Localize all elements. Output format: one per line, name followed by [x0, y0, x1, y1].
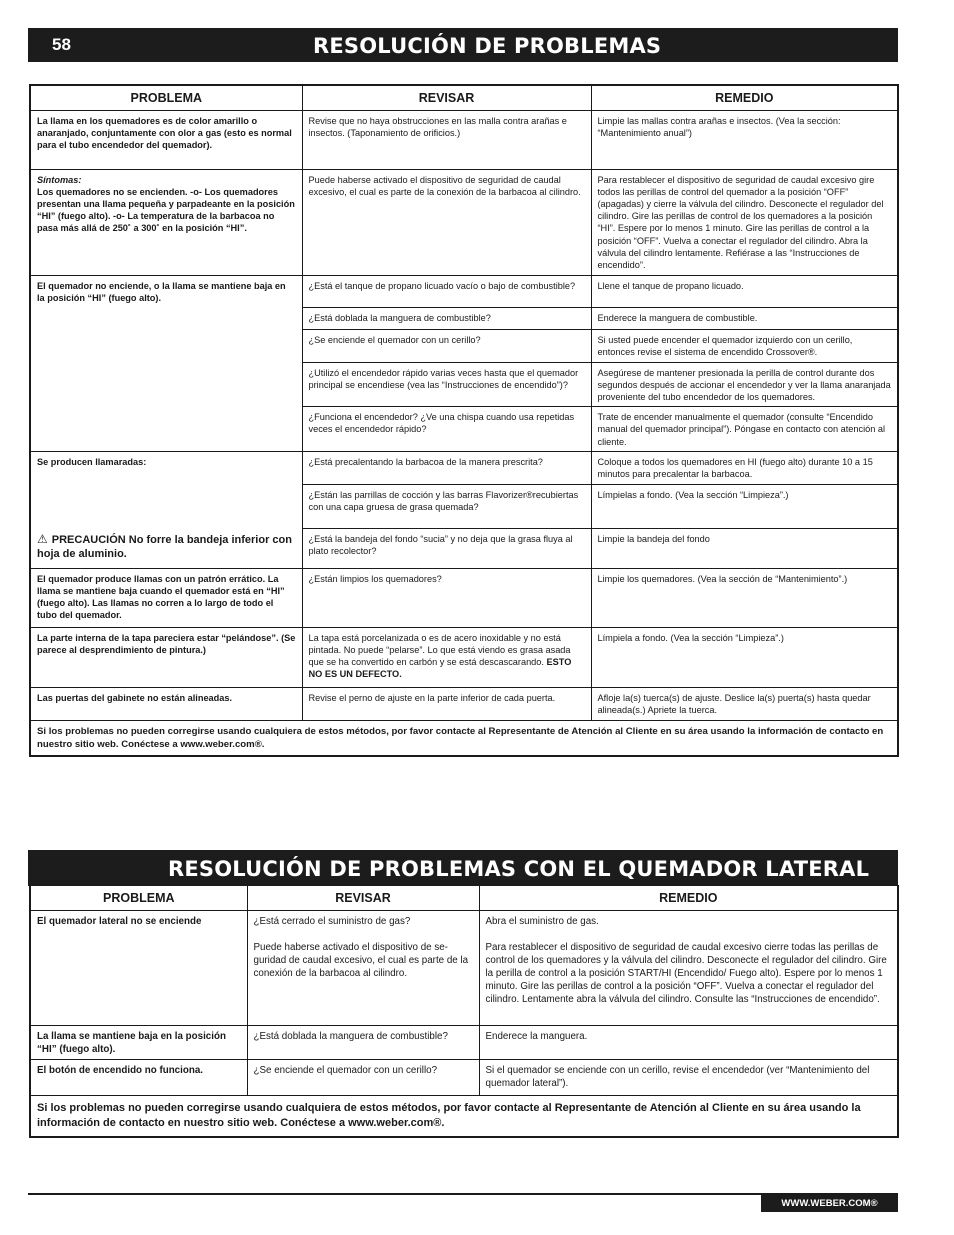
table-row [30, 275, 898, 307]
check-text: ¿Está cerrado el suministro de gas? [253, 916, 411, 927]
check-cell: ¿Está doblada la manguera de combustible? [247, 1026, 479, 1060]
problem-cell: La llama se mantiene baja en la posición “HI” (fuego alto). [30, 1026, 247, 1060]
table-row [30, 1026, 898, 1060]
table-row [30, 568, 898, 627]
remedy-cell: Limpie los quemadores. (Vea la sección de “Mantenimiento”.) [591, 568, 898, 627]
caution-note [37, 532, 296, 561]
check-cell: Puede haberse activado el dispositivo de seguridad de caudal excesivo, el cual es parte de la conexión de la barbacoa al cilindro. [302, 169, 591, 275]
remedy-cell: Asegúrese de mantener presionada la perilla de control durante dos segundos después de accionar el encendedor y ver la llama anaranjada proveniente del tubo encendedor de los quemadores. [591, 362, 898, 407]
check-cell: Revise que no haya obstrucciones en las malla contra arañas e insectos. (Taponamiento de orificios.) [302, 110, 591, 169]
check-text: Puede haberse activado el dispositivo de seguridad de caudal excesivo, el cual es parte de la conexión de la barbacoa al cilindro. [253, 942, 469, 979]
check-cell: ¿Está precalentando la barbacoa de la manera prescrita? [302, 451, 591, 484]
remedy-text: Para restablecer el dispositivo de seguridad de caudal excesivo cierre todas las perillas de control de los quemadores y la válvula del cilindro. Desconecte el regulador del cilindro. Gire la perilla de control a la posición START/HI (Encendido/ Fuego alto). Espere por lo menos 1 minuto. Gire las perillas de control a la posición “OFF”. Vuelva a conectar el regulador del cilindro. Lentamente abra la válvula del cilindro. Consulte las “Instrucciones de encendido”. [485, 942, 887, 1005]
remedy-cell: Limpie las mallas contra arañas e insectos. (Vea la sección: “Mantenimiento anual”) [591, 110, 898, 169]
caution-text: PRECAUCIÓN No forre la bandeja inferior con hoja de aluminio. [37, 533, 292, 560]
problem-cell [30, 451, 302, 568]
check-cell: ¿Está doblada la manguera de combustible? [302, 307, 591, 329]
website-url: WWW.WEBER.COM® [761, 1195, 898, 1212]
problem-cell: El quemador lateral no se enciende [30, 911, 247, 1026]
remedy-text: Abra el suministro de gas. [485, 916, 599, 927]
table-row [30, 1060, 898, 1096]
remedy-cell: Si usted puede encender el quemador izquierdo con un cerillo, entonces revise el sistema de encendido Crossover®. [591, 329, 898, 362]
page-header-banner [28, 28, 898, 62]
page-title: RESOLUCIÓN DE PROBLEMAS [313, 34, 662, 58]
problem-cell: Las puertas del gabinete no están alineadas. [30, 687, 302, 720]
not-a-defect-note: ESTO NO ES UN DEFECTO. [308, 657, 572, 680]
remedy-cell: Enderece la manguera. [479, 1026, 898, 1060]
symptoms-label: Síntomas: [37, 174, 82, 185]
check-cell [302, 627, 591, 687]
check-cell: ¿Están las parrillas de cocción y las barras Flavorizer®recubiertas con una capa gruesa de grasa quemada? [302, 484, 591, 528]
remedy-cell: Para restablecer el dispositivo de seguridad de caudal excesivo gire todos las perillas de control del quemador a la posición “OFF” (apagadas) y cierre la válvula del cilindro. Desconecte el regulador del cilindro. Gire las perillas de control de los quemadores a la posición “HI”. Espere por lo menos 1 minuto. Gire las perillas de control a la posición “OFF”. Vuelva a conectar el regulador del cilindro. Abra la válvula del cilindro lentamente. Refiérase a las “Instrucciones de encendido”. [591, 169, 898, 275]
remedy-cell: Enderece la manguera de combustible. [591, 307, 898, 329]
warning-triangle-icon: ⚠ [37, 531, 48, 546]
remedy-cell: Límpiela a fondo. (Vea la sección “Limpieza”.) [591, 627, 898, 687]
remedy-cell: Trate de encender manualmente el quemador (consulte “Encendido manual del quemador principal”). Póngase en contacto con atención al cliente. [591, 407, 898, 452]
troubleshooting-table [29, 84, 899, 757]
check-cell: ¿Funciona el encendedor? ¿Ve una chispa cuando usa repetidas veces el encendedor rápido? [302, 407, 591, 452]
remedy-cell: Coloque a todos los quemadores en HI (fuego alto) durante 10 a 15 minutos para precalentar la barbacoa. [591, 451, 898, 484]
remedy-cell [479, 911, 898, 1026]
symptoms-text: Los quemadores no se encienden. -o- Los quemadores presentan una llama pequeña y parpadeante en la posición “HI” (fuego alto). -o- La temperatura de la barbacoa no pasa más allá de 250˚ a 300˚ en la posición “HI”. [37, 186, 295, 234]
table-header-row [30, 886, 898, 911]
problem-cell: El quemador no enciende, o la llama se mantiene baja en la posición “HI” (fuego alto). [30, 275, 302, 451]
column-header-remedy: REMEDIO [479, 886, 898, 911]
flare-up-problem: Se producen llamaradas: [37, 456, 147, 467]
remedy-cell: Si el quemador se enciende con un cerillo, revise el encendedor (ver “Mantenimiento del quemador lateral”). [479, 1060, 898, 1096]
check-cell [247, 911, 479, 1026]
table-row [30, 110, 898, 169]
column-header-remedy: REMEDIO [591, 85, 898, 110]
column-header-check: REVISAR [302, 85, 591, 110]
table-row [30, 627, 898, 687]
page-number: 58 [52, 35, 71, 54]
table-header-row [30, 85, 898, 110]
problem-cell: El quemador produce llamas con un patrón errático. La llama se mantiene baja cuando el quemador está en “HI” (fuego alto). Las llamas no corren a lo largo de todo el tubo del quemador. [30, 568, 302, 627]
column-header-problem: PROBLEMA [30, 886, 247, 911]
table-row [30, 169, 898, 275]
contact-note: Si los problemas no pueden corregirse usando cualquiera de estos métodos, por favor contacte al Representante de Atención al Cliente en su área usando la información de contacto en nuestro sitio web. Conéctese a www.weber.com®. [30, 720, 898, 756]
problem-cell: El botón de encendido no funciona. [30, 1060, 247, 1096]
problem-cell [30, 169, 302, 275]
remedy-cell: Limpie la bandeja del fondo [591, 528, 898, 568]
check-cell: ¿Utilizó el encendedor rápido varias veces hasta que el quemador principal se encendiese (vea las “Instrucciones de encendido”)? [302, 362, 591, 407]
check-cell: ¿Están limpios los quemadores? [302, 568, 591, 627]
problem-cell: La llama en los quemadores es de color amarillo o anaranjado, conjuntamente con olor a gas (esto es normal para el tubo encendedor del quemador). [30, 110, 302, 169]
remedy-cell: Llene el tanque de propano licuado. [591, 275, 898, 307]
column-header-check: REVISAR [247, 886, 479, 911]
check-cell: ¿Está la bandeja del fondo “sucia” y no deja que la grasa fluya al plato recolector? [302, 528, 591, 568]
table-row [30, 687, 898, 720]
remedy-cell: Límpielas a fondo. (Vea la sección “Limpieza”.) [591, 484, 898, 528]
check-cell: ¿Se enciende el quemador con un cerillo? [247, 1060, 479, 1096]
check-cell: Revise el perno de ajuste en la parte inferior de cada puerta. [302, 687, 591, 720]
table-footer-row [30, 720, 898, 756]
check-cell: ¿Se enciende el quemador con un cerillo? [302, 329, 591, 362]
table-row [30, 911, 898, 1026]
column-header-problem: PROBLEMA [30, 85, 302, 110]
problem-cell: La parte interna de la tapa pareciera estar “pelándose”. (Se parece al desprendimiento de pintura.) [30, 627, 302, 687]
side-burner-troubleshooting-table [29, 885, 899, 1138]
check-text: La tapa está porcelanizada o es de acero inoxidable y no está pintada. No puede “pelarse”. Lo que está viendo es grasa asada que se ha convertido en carbón y se está descascarando. [308, 632, 571, 668]
table-row [30, 451, 898, 484]
remedy-cell: Afloje la(s) tuerca(s) de ajuste. Deslice la(s) puerta(s) hasta quedar alineada(s.) Apriete la tuerca. [591, 687, 898, 720]
contact-note: Si los problemas no pueden corregirse usando cualquiera de estos métodos, por favor contacte al Representante de Atención al Cliente en su área usando la información de contacto en nuestro sitio web. Conéctese a www.weber.com®. [30, 1096, 898, 1138]
section-title: RESOLUCIÓN DE PROBLEMAS CON EL QUEMADOR LATERAL [168, 857, 870, 881]
table-footer-row [30, 1096, 898, 1138]
check-cell: ¿Está el tanque de propano licuado vacío o bajo de combustible? [302, 275, 591, 307]
side-burner-section-banner [28, 850, 898, 886]
